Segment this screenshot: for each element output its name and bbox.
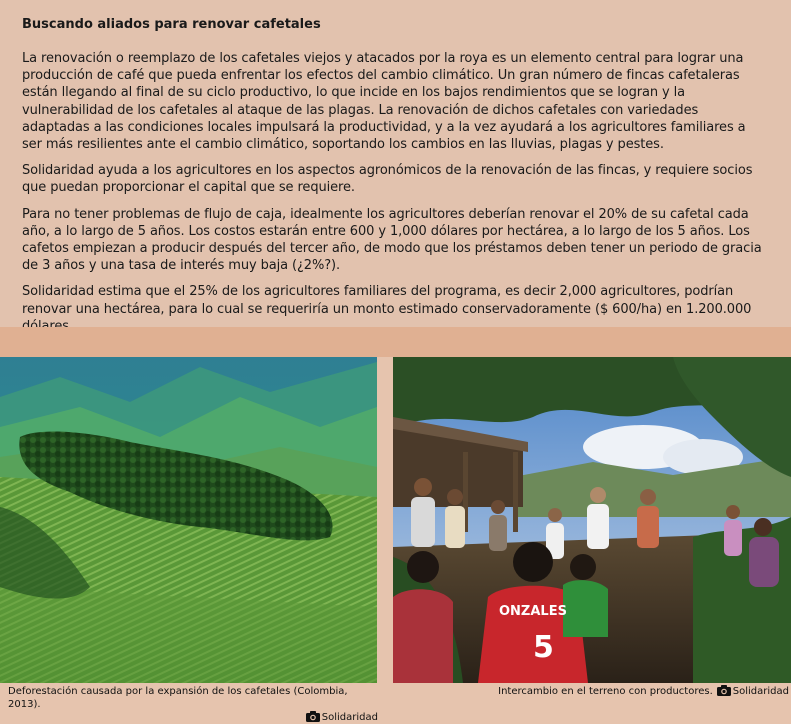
left-credit-text: Solidaridad — [321, 712, 378, 723]
right-caption-text: Intercambio en el terreno con productores. — [498, 686, 713, 697]
box-title: Buscando aliados para renovar cafetales — [22, 17, 321, 32]
separator-band — [0, 327, 791, 357]
shirt-number: 5 — [533, 630, 554, 665]
left-credit — [8, 711, 378, 724]
box-paragraph-3: Para no tener problemas de flujo de caja, idealmente los agricultores deberían renovar el 20% de su cafetal cada año, a lo largo de 5 años. Los costos estarán entre 600 y 1,000 dólares por hectárea, a lo largo de los 5 años. Los cafetos empiezan a producir después del tercer año, de modo que los préstamos deben tener un periodo de gracia de 3 años y una tasa de interés muy baja (¿2%?). — [22, 206, 762, 274]
deforestation-image — [0, 357, 377, 683]
right-caption — [393, 685, 789, 698]
info-box — [0, 0, 791, 327]
farmer-exchange-image — [393, 357, 791, 683]
box-paragraph-2: Solidaridad ayuda a los agricultores en los aspectos agronómicos de la renovación de las fincas, y requiere socios que puedan proporcionar el capital que se requiere. — [22, 163, 753, 196]
deforestation-photo — [0, 357, 377, 683]
farmer-exchange-photo — [393, 357, 791, 683]
right-credit-text: Solidaridad — [732, 686, 789, 697]
camera-icon — [306, 711, 320, 722]
left-caption-text: Deforestación causada por la expansión de los cafetales (Colombia, 2013). — [8, 686, 348, 710]
shirt-text: ONZALES — [499, 604, 567, 619]
box-paragraph-4: Solidaridad estima que el 25% de los agricultores familiares del programa, es decir 2,000 agricultores, podrían renovar una hectárea, para lo cual se requeriría un monto estimado conservadoramente ($ 600/ha) en 1.200.000 — [22, 284, 752, 317]
left-caption — [8, 685, 378, 724]
box-paragraph-1: La renovación o reemplazo de los cafetales viejos y atacados por la roya es un elemento central para lograr una producción de café que pueda enfrentar los efectos del cambio climático. Un gran número de fincas cafetaleras están llegando al final de su ciclo productivo, lo que incide en los bajos rendimientos que se logran y la vulnerabilidad de los cafetales al ataque de las plagas. La renovación de dichos cafetales con variedades adaptadas a las condiciones locales impulsará la productividad, y a la vez ayudará a los agricultores familiares a ser más resilientes ante el cambio climático, soportando los cambios en las lluvias, plagas y pestes. — [22, 51, 746, 153]
camera-icon — [717, 685, 731, 696]
